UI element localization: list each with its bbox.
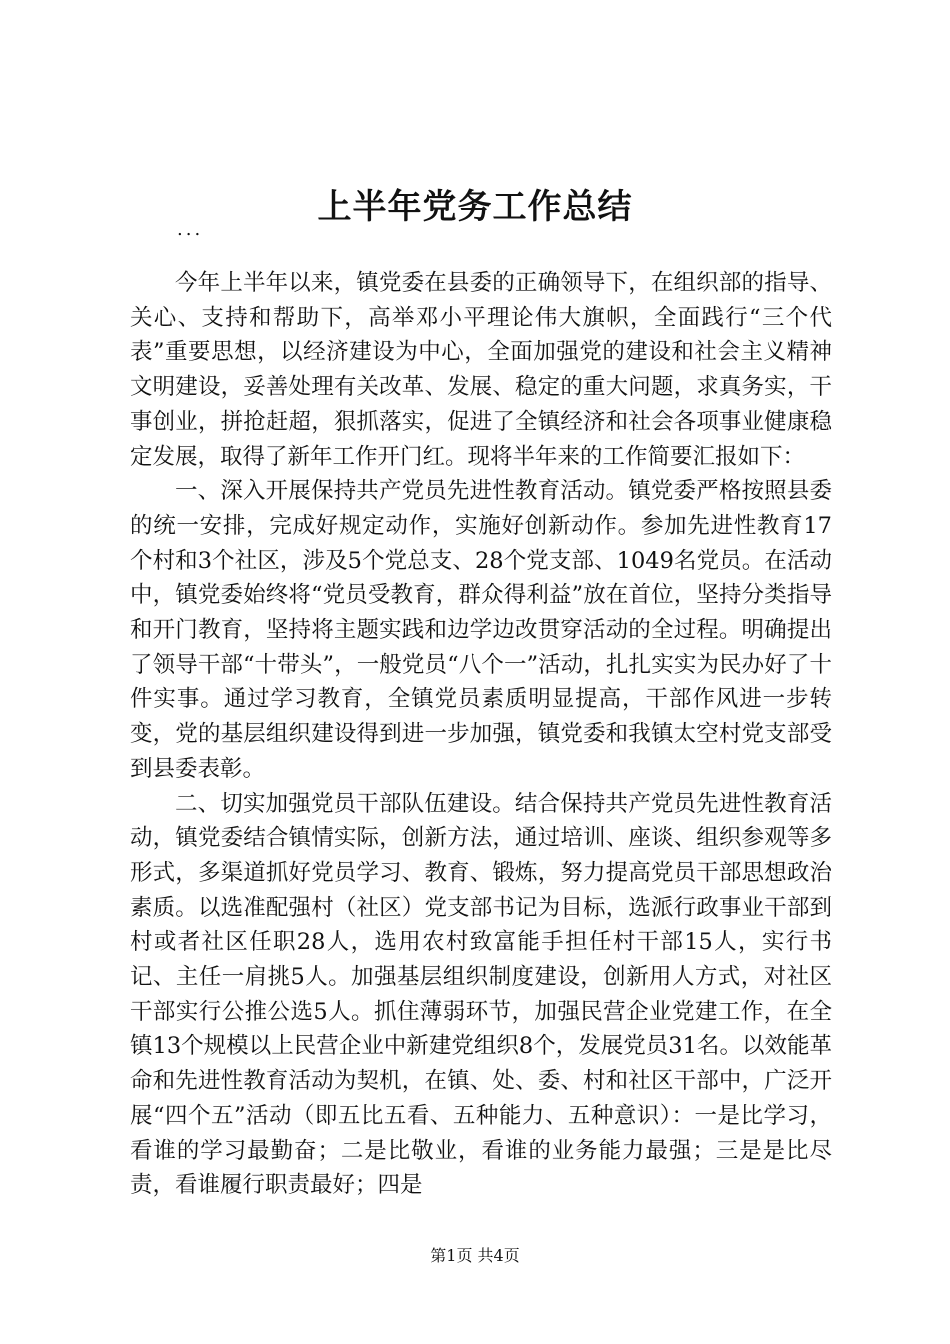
document-body (130, 266, 832, 1203)
ellipsis-mark: ... (177, 219, 204, 240)
document-title: 上半年党务工作总结 (317, 187, 633, 227)
paragraph-section-1: 一、深入开展保持共产党员先进性教育活动。镇党委严格按照县委的统一安排，完成好规定动作，实施好创新动作。参加先进性教育17个村和3个社区，涉及5个党总支、28个党支部、1049名党员。在活动中，镇党委始终将“党员受教育，群众得利益”放在首位，坚持分类指导和开门教育，坚持将主题实践和边学边改贯穿活动的全过程。明确提出了领导干部“十带头”，一般党员“八个一”活动，扎扎实实为民办好了十件实事。通过学习教育，全镇党员素质明显提高，干部作风进一步转变，党的基层组织建设得到进一步加强，镇党委和我镇太空村党支部受到县委表彰。 (130, 478, 832, 782)
page-footer: 第1页 共4页 (430, 1246, 520, 1265)
paragraph-section-2: 二、切实加强党员干部队伍建设。结合保持共产党员先进性教育活动，镇党委结合镇情实际，创新方法，通过培训、座谈、组织参观等多形式，多渠道抓好党员学习、教育、锻炼，努力提高党员干部思想政治素质。以选准配强村（社区）党支部书记为目标，选派行政事业干部到村或者社区任职28人，选用农村致富能手担任村干部15人，实行书记、主任一肩挑5人。加强基层组织制度建设，创新用人方式，对社区干部实行公推公选5人。抓住薄弱环节，加强民营企业党建工作，在全镇13个规模以上民营企业中新建党组织8个，发展党员31名。以效能革命和先进性教育活动为契机，在镇、处、委、村和社区干部中，广泛开展“四个五”活动（即五比五看、五种能力、五种意识）：一是比学习，看谁的学习最勤奋；二是比敬业，看谁的业务能力最强；三是是比尽责，看谁履行职责最好；四是 (130, 790, 832, 1199)
paragraph-intro: 今年上半年以来，镇党委在县委的正确领导下，在组织部的指导、关心、支持和帮助下，高举邓小平理论伟大旗帜，全面践行“三个代表”重要思想，以经济建设为中心，全面加强党的建设和社会主义精神文明建设，妥善处理有关改革、发展、稳定的重大问题，求真务实，干事创业，拼抢赶超，狠抓落实，促进了全镇经济和社会各项事业健康稳定发展，取得了新年工作开门红。现将半年来的工作简要汇报如下： (130, 270, 832, 470)
